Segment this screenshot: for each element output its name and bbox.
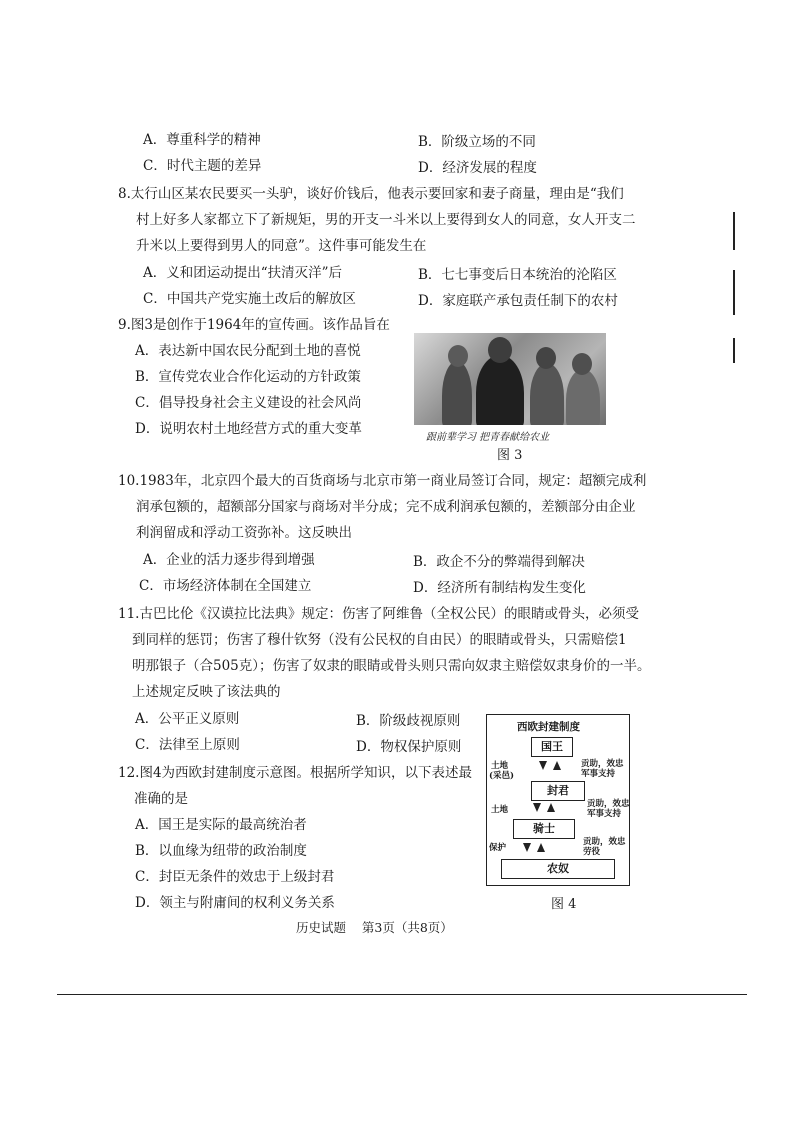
q9-option-a: A．表达新中国农民分配到土地的喜悦: [135, 343, 361, 359]
page-bottom-rule: [57, 994, 747, 995]
feudal-system-diagram: [486, 714, 630, 886]
q9-stem: 9.图3是创作于1964年的宣传画。该作品旨在: [118, 317, 390, 333]
diagram-king-box: 国王: [531, 737, 573, 757]
q11-option-a: A．公平正义原则: [135, 711, 240, 727]
margin-mark: [733, 270, 735, 315]
q7-option-c: C．时代主题的差异: [143, 158, 262, 174]
q8-option-d: D．家庭联产承包责任制下的农村: [418, 293, 618, 309]
diagram-label-right-3a: 贡助，效忠: [583, 837, 626, 847]
q8-stem-line3: 升米以上要得到男人的同意”。这件事可能发生在: [136, 238, 427, 254]
q11-option-c: C．法律至上原则: [135, 737, 240, 753]
q8-option-b: B．七七事变后日本统治的沦陷区: [418, 267, 617, 283]
q11-stem-line3: 明那银子（合505克）；伤害了奴隶的眼睛或骨头则只需向奴隶主赔偿奴隶身价的一半。: [132, 658, 651, 674]
q12-option-a: A．国王是实际的最高统治者: [135, 817, 307, 833]
q12-option-c: C．封臣无条件的效忠于上级封君: [135, 869, 335, 885]
q10-stem-line3: 利润留成和浮动工资弥补。这反映出: [136, 525, 352, 541]
q7-option-d: D．经济发展的程度: [418, 160, 537, 176]
q11-option-d: D．物权保护原则: [356, 739, 462, 755]
q12-stem-line1: 12.图4为西欧封建制度示意图。根据所学知识，以下表述最: [118, 765, 473, 781]
q10-option-b: B．政企不分的弊端得到解决: [413, 554, 585, 570]
propaganda-poster-image: [414, 333, 606, 425]
figure-4-label: 图 4: [551, 897, 577, 912]
diagram-knight-box: 骑士: [513, 819, 575, 839]
arrow-down-icon: [539, 761, 547, 770]
q9-option-b: B．宣传党农业合作化运动的方针政策: [135, 369, 361, 385]
q9-option-d: D．说明农村土地经营方式的重大变革: [135, 421, 362, 437]
q12-option-b: B．以血缘为纽带的政治制度: [135, 843, 307, 859]
diagram-title: 西欧封建制度: [517, 721, 580, 733]
q8-stem-line1: 8.太行山区某农民要买一头驴，谈好价钱后，他表示要回家和妻子商量，理由是“我们: [118, 186, 624, 202]
q12-stem-line2: 准确的是: [134, 791, 188, 807]
diagram-label-right-1b: 军事支持: [581, 769, 616, 779]
q7-option-b: B．阶级立场的不同: [418, 134, 536, 150]
diagram-label-fief: (采邑): [489, 771, 515, 781]
diagram-label-right-1a: 贡助，效忠: [581, 759, 624, 769]
q10-option-a: A．企业的活力逐步得到增强: [143, 552, 315, 568]
q11-stem-line1: 11.古巴比伦《汉谟拉比法典》规定：伤害了阿维鲁（全权公民）的眼睛或骨头，必须受: [118, 606, 639, 622]
arrow-down-icon: [533, 803, 541, 812]
q8-option-c: C．中国共产党实施土改后的解放区: [143, 291, 356, 307]
q11-option-b: B．阶级歧视原则: [356, 713, 461, 729]
margin-mark: [733, 212, 735, 250]
poster-caption: 跟前辈学习 把青春献给农业: [426, 432, 550, 443]
arrow-up-icon: [547, 803, 555, 812]
diagram-label-protection: 保护: [489, 843, 507, 853]
q10-stem-line1: 10.1983年，北京四个最大的百货商场与北京市第一商业局签订合同，规定：超额完成利: [118, 473, 647, 489]
q8-option-a: A．义和团运动提出“扶清灭洋”后: [143, 265, 343, 281]
q10-option-d: D．经济所有制结构发生变化: [413, 580, 586, 596]
diagram-lord-box: 封君: [531, 781, 585, 801]
arrow-down-icon: [523, 843, 531, 852]
q12-option-d: D．领主与附庸间的权利义务关系: [135, 895, 335, 911]
diagram-label-land-1: 土地: [491, 761, 509, 771]
diagram-label-land-2: 土地: [491, 805, 509, 815]
margin-mark: [733, 338, 735, 363]
q11-stem-line2: 到同样的惩罚；伤害了穆什钦努（没有公民权的自由民）的眼睛或骨头，只需赔偿1: [132, 632, 627, 648]
page-footer: 历史试题 第3页（共8页）: [296, 920, 453, 935]
q7-option-a: A．尊重科学的精神: [143, 132, 261, 148]
diagram-label-right-3b: 劳役: [583, 847, 601, 857]
q11-stem-line4: 上述规定反映了该法典的: [132, 684, 281, 700]
arrow-up-icon: [553, 761, 561, 770]
diagram-label-right-2a: 贡助，效忠: [587, 799, 630, 809]
q10-stem-line2: 润承包额的，超额部分国家与商场对半分成；完不成利润承包额的，差额部分由企业: [136, 499, 636, 515]
figure-3-label: 图 3: [497, 448, 523, 463]
arrow-up-icon: [537, 843, 545, 852]
q10-option-c: C．市场经济体制在全国建立: [139, 578, 312, 594]
diagram-serf-box: 农奴: [501, 859, 615, 879]
q8-stem-line2: 村上好多人家都立下了新规矩，男的开支一斗米以上要得到女人的同意，女人开支二: [136, 212, 636, 228]
diagram-label-right-2b: 军事支持: [587, 809, 622, 819]
q9-option-c: C．倡导投身社会主义建设的社会风尚: [135, 395, 362, 411]
